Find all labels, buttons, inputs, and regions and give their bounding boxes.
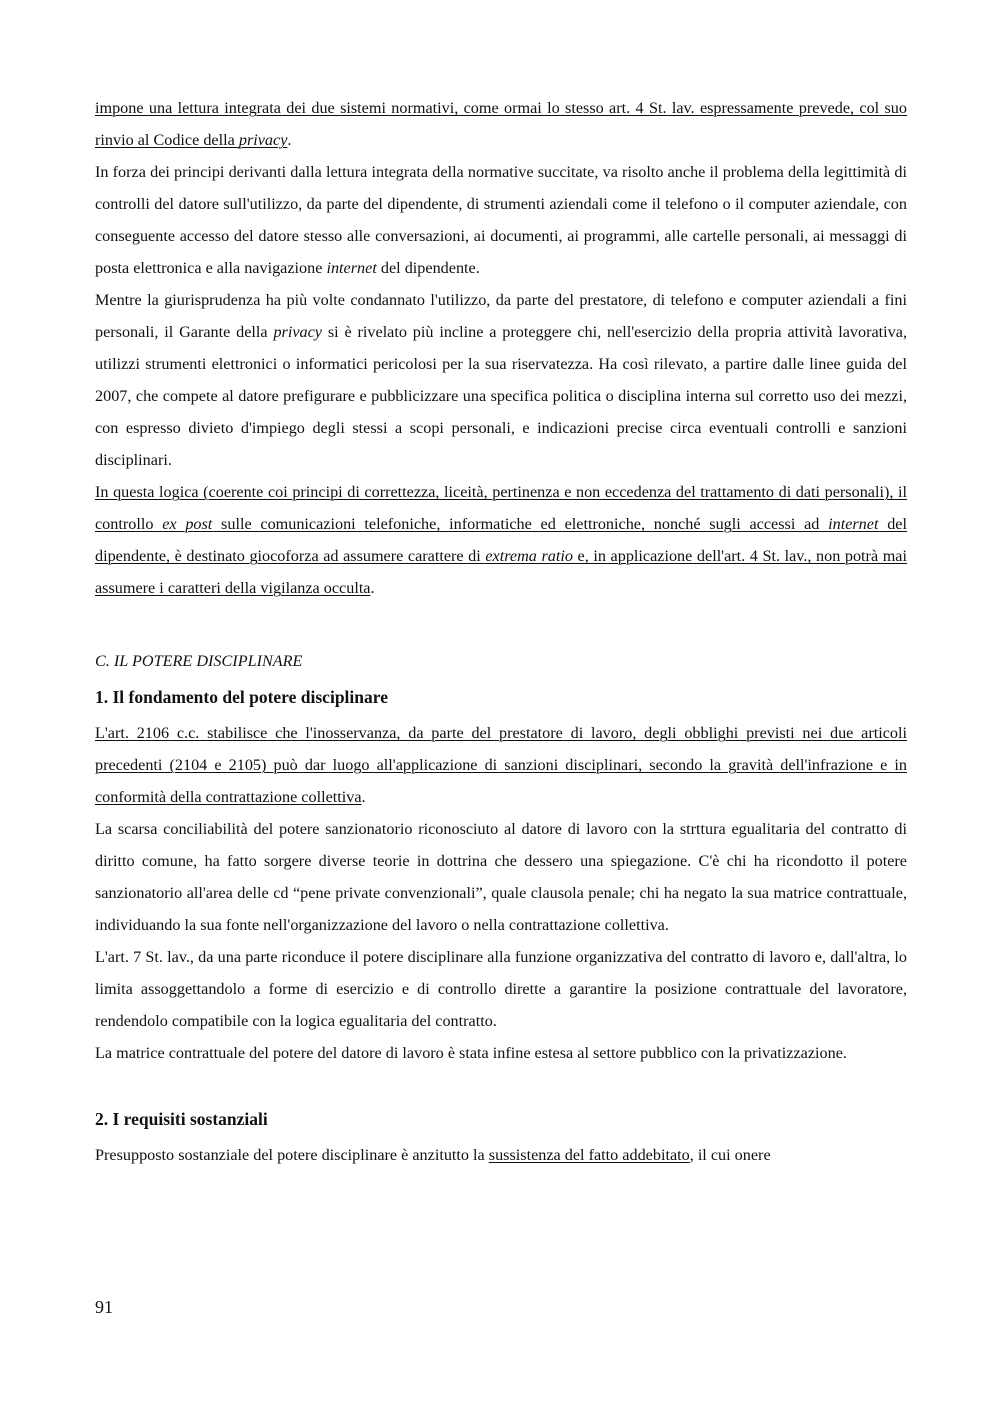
paragraph-settore-pubblico: La matrice contrattuale del potere del datore di lavoro è stata infine estesa al settore pubblico con la privatizzazione. <box>95 1044 847 1062</box>
text-segment: , il cui onere <box>689 1146 771 1164</box>
underlined-text: e, in applicazione dell'art. 4 St. lav., non potrà mai assumere i caratteri della vigilanza occulta <box>95 547 907 597</box>
paragraph-art-7: L'art. 7 St. lav., da una parte riconduce il potere disciplinare alla funzione organizzativa del contratto di lavoro e, dall'altra, lo limita assoggettandolo a forme di esercizio e di controllo dirette a garantire la posizione contrattuale del lavoratore, rendendolo compatibile con la logica egualitaria del contratto. <box>95 948 907 1030</box>
page-number: 91 <box>95 1297 113 1317</box>
paragraph-presupposto <box>95 1139 907 1171</box>
underlined-text: sussistenza del fatto addebitato <box>488 1146 690 1164</box>
italic-underlined-text: extrema ratio <box>485 547 573 565</box>
section-title: C. IL POTERE DISCIPLINARE <box>95 652 303 670</box>
paragraph-garante <box>95 284 907 476</box>
paragraph-logica <box>95 476 907 604</box>
italic-underlined-text: internet <box>828 515 879 533</box>
underlined-text: impone una lettura integrata dei due sistemi normativi, come ormai lo stesso art. 4 St. lav. espressamente prevede, col suo rinvio al Codice della <box>95 99 907 149</box>
italic-underlined-text: privacy <box>238 131 288 149</box>
text-segment: . <box>287 131 292 149</box>
text-segment: Presupposto sostanziale del potere disciplinare è anzitutto la <box>95 1146 489 1164</box>
underlined-text: In questa logica (coerente coi principi di correttezza, liceità, pertinenza e non eccedenza del trattamento di dati personali), il controllo <box>95 483 907 533</box>
text-segment: . <box>370 579 375 597</box>
text-segment: Mentre la giurisprudenza ha più volte condannato l'utilizzo, da parte del prestatore, di telefono e computer aziendali a fini personali, il Garante della <box>95 291 907 341</box>
heading-fondamento: 1. Il fondamento del potere disciplinare <box>95 687 388 707</box>
paragraph-intro <box>95 92 907 156</box>
paragraph-teorie: La scarsa conciliabilità del potere sanzionatorio riconosciuto al datore di lavoro con la strttura egualitaria del contratto di diritto comune, ha fatto sorgere diverse teorie in dottrina che dessero una spiegazione. C'è chi ha ricondotto il potere sanzionatorio all'area delle cd “pene private convenzionali”, quale clausola penale; chi ha negato la sua matrice contrattuale, individuando la sua fonte nell'organizzazione del lavoro o nella contrattazione collettiva. <box>95 820 907 934</box>
italic-text: internet <box>326 259 377 277</box>
page-body <box>95 92 907 1171</box>
italic-text: privacy <box>273 323 322 341</box>
paragraph-controls <box>95 156 907 284</box>
text-segment: In forza dei principi derivanti dalla lettura integrata della normative succitate, va risolto anche il problema della legittimità di controlli del datore sull'utilizzo, da parte del dipendente, di strumenti aziendali come il telefono o il computer aziendale, con conseguente accesso del datore stesso alle conversazioni, ai documenti, ai programmi, alle cartelle personali, ai messaggi di posta elettronica e alla navigazione <box>95 163 907 277</box>
underlined-text: L'art. 2106 c.c. stabilisce che l'inosservanza, da parte del prestatore di lavoro, degli obblighi previsti nei due articoli precedenti (2104 e 2105) può dar luogo all'applicazione di sanzioni disciplinari, secondo la gravità dell'infrazione e in conformità della contrattazione collettiva <box>95 724 907 806</box>
underlined-text: del dipendente, è destinato giocoforza ad assumere carattere di <box>95 515 907 565</box>
heading-requisiti: 2. I requisiti sostanziali <box>95 1109 268 1129</box>
underlined-text: sulle comunicazioni telefoniche, informatiche ed elettroniche, nonché sugli accessi ad <box>212 515 829 533</box>
text-segment: . <box>361 788 366 806</box>
text-segment: del dipendente. <box>376 259 480 277</box>
paragraph-art-2106 <box>95 717 907 813</box>
italic-underlined-text: ex post <box>162 515 213 533</box>
text-segment: si è rivelato più incline a proteggere chi, nell'esercizio della propria attività lavorativa, utilizzi strumenti elettronici o informatici pericolosi per la sua riservatezza. Ha così rilevato, a partire dalle linee guida del 2007, che compete al datore prefigurare e pubblicizzare una specifica politica o disciplina interna sul corretto uso dei mezzi, con espresso divieto d'impiego degli stessi a scopi personali, e indicazioni precise circa eventuali controlli e sanzioni disciplinari. <box>95 323 908 469</box>
